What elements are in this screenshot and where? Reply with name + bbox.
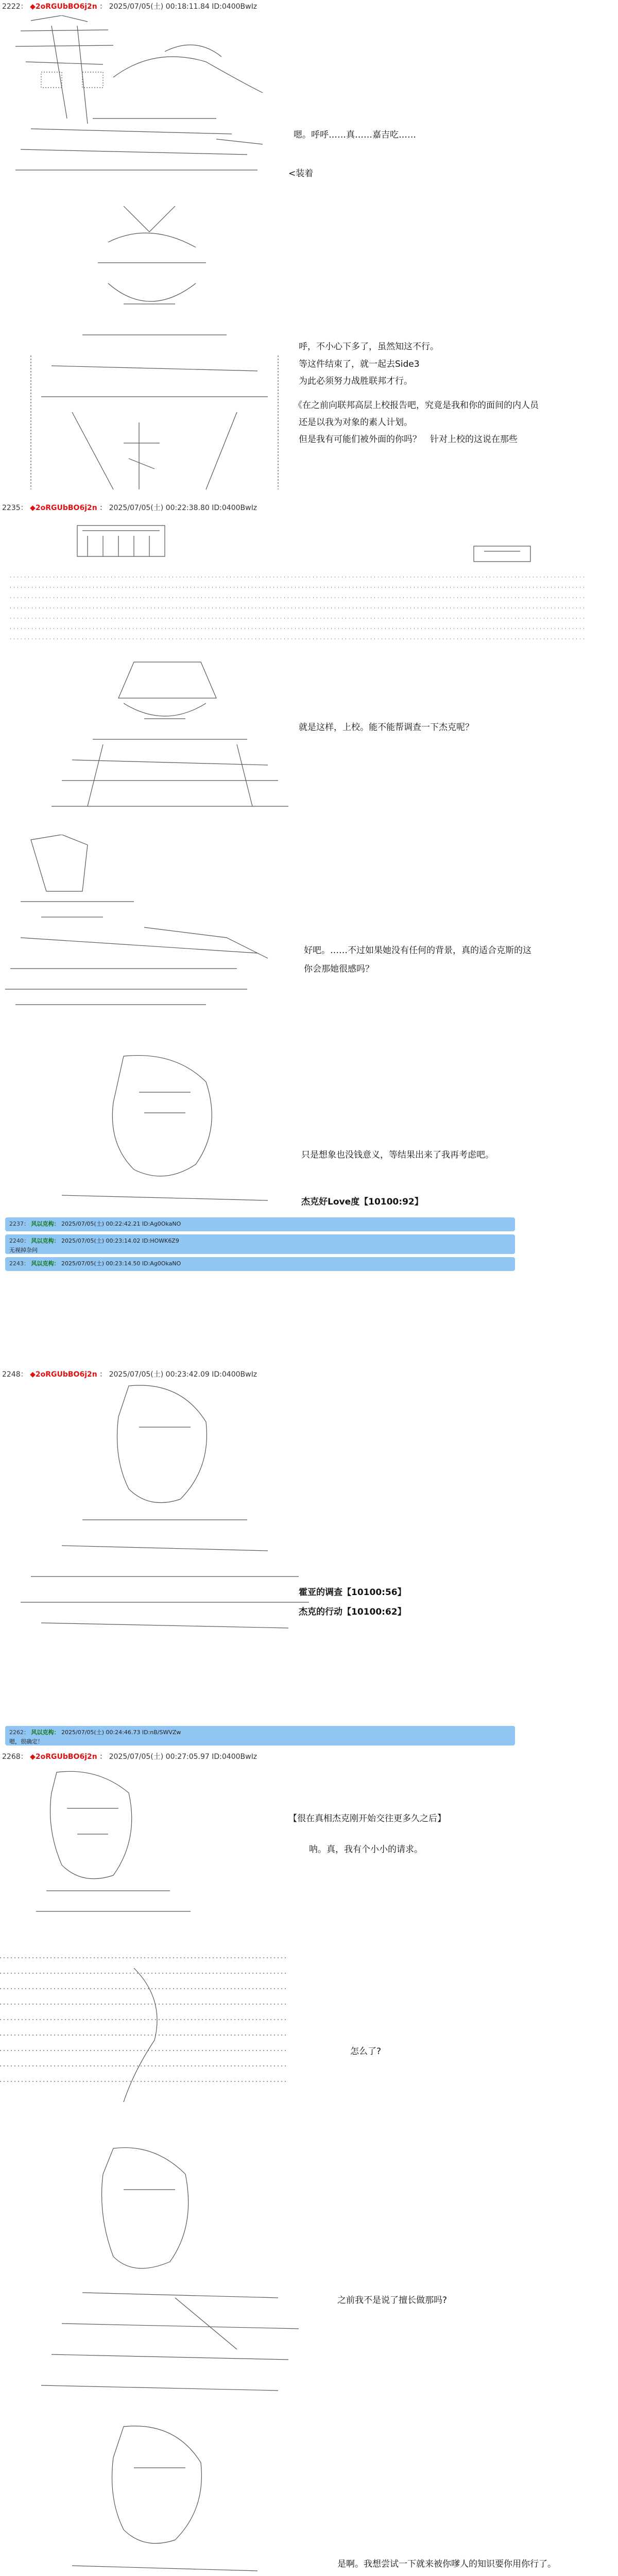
dialogue-line: 你会那她很感吗？ — [304, 964, 374, 974]
separator: ： — [99, 3, 107, 11]
reply-box[interactable] — [5, 1257, 515, 1271]
aa-panel-10 — [21, 2143, 309, 2411]
reply-name: 风以克构： — [31, 1221, 60, 1227]
reply-number[interactable]: 2240： — [9, 1238, 29, 1244]
reply-box[interactable] — [5, 1217, 515, 1231]
dialogue-line: <装着 — [288, 168, 314, 179]
post-date: 2025/07/05(土) 00:18:11.84 ID:0400BwIz — [109, 3, 258, 11]
dialogue-line: 为此必须努力战胜联邦才行。 — [299, 376, 413, 386]
post-header — [2, 1751, 257, 1761]
reply-name: 风以克构： — [31, 1729, 60, 1736]
post-date: 2025/07/05(土) 00:23:42.09 ID:0400BwIz — [109, 1370, 258, 1379]
dialogue-line: 呐。真，我有个小小的请求。 — [309, 1844, 423, 1855]
reply-date: 2025/07/05(土) 00:23:14.02 ID:HOWK6Z9 — [61, 1238, 179, 1244]
reply-box[interactable] — [5, 1234, 515, 1254]
separator: ： — [99, 1753, 107, 1761]
post-number[interactable]: 2235： — [2, 504, 28, 512]
post-header — [2, 1369, 257, 1379]
aa-panel-9 — [0, 1947, 288, 2112]
aa-panel-1 — [0, 15, 268, 191]
reply-number[interactable]: 2262： — [9, 1729, 29, 1736]
dialogue-line: 还是以我为对象的素人计划。 — [299, 417, 413, 428]
reply-number[interactable]: 2243： — [9, 1260, 29, 1267]
action-status: 杰克的行动【10100:62】 — [299, 1607, 406, 1617]
dialogue-line: 《在之前向联邦高层上校报告吧，究竟是我和你的面间的内人员 — [294, 400, 539, 411]
post-header — [2, 1, 257, 11]
separator: ： — [99, 504, 107, 512]
love-status: 杰克好Love度【10100:92】 — [301, 1197, 423, 1207]
reply-name: 风以克构： — [31, 1238, 60, 1244]
poster-name: ◆2oRGUbBO6j2n — [30, 1370, 97, 1379]
separator: ： — [99, 1370, 107, 1379]
reply-date: 2025/07/05(土) 00:24:46.73 ID:nB/SWVZw — [61, 1729, 181, 1736]
dialogue-line: 是啊。我想尝试一下就来被你嗲人的知识要你用你行了。 — [337, 2559, 556, 2569]
post-date: 2025/07/05(土) 00:22:38.80 ID:0400BwIz — [109, 504, 258, 512]
dialogue-line: 怎么了? — [350, 2046, 382, 2057]
aa-panel-4 — [31, 657, 309, 811]
dialogue-line: 就是这样，上校。能不能帮调查一下杰克呢？ — [299, 722, 474, 733]
aa-panel-11 — [10, 2421, 319, 2576]
aa-panel-7 — [10, 1381, 319, 1638]
reply-date: 2025/07/05(土) 00:23:14.50 ID:Ag0OkaNO — [61, 1260, 181, 1267]
poster-name: ◆2oRGUbBO6j2n — [30, 504, 97, 512]
dialogue-line: 但是我有可能们被外面的你吗？ 针对上校的这说在那些 — [299, 434, 518, 445]
aa-panel-3 — [10, 515, 587, 649]
post-number[interactable]: 2268： — [2, 1753, 28, 1761]
post-header — [2, 502, 257, 513]
post-date: 2025/07/05(土) 00:27:05.97 ID:0400BwIz — [109, 1753, 258, 1761]
reply-number[interactable]: 2237： — [9, 1221, 29, 1227]
dialogue-line: 等这件结束了，就一起去Side3 — [299, 359, 420, 369]
dialogue-line: 嗯。呼呼……真……嘉吉吃…… — [294, 130, 416, 140]
reply-text: 无视掉杂问 — [9, 1247, 38, 1253]
dialogue-line: 只是想象也没钱意义，等结果出来了我再考虑吧。 — [301, 1150, 494, 1160]
poster-name: ◆2oRGUbBO6j2n — [30, 3, 97, 11]
aa-panel-2 — [21, 201, 288, 495]
poster-name: ◆2oRGUbBO6j2n — [30, 1753, 97, 1761]
dialogue-line: 之前我不是说了擅长做那吗? — [337, 2295, 448, 2306]
dialogue-line: 呼，不小心下多了，虽然知这不行。 — [299, 342, 439, 352]
reply-box[interactable] — [5, 1726, 515, 1745]
reply-date: 2025/07/05(土) 00:22:42.21 ID:Ag0OkaNO — [61, 1221, 181, 1227]
post-number[interactable]: 2222： — [2, 3, 28, 11]
dialogue-line: 好吧。……不过如果她没有任何的背景，真的适合克斯的这 — [304, 945, 531, 956]
aa-panel-8 — [15, 1767, 273, 1922]
investigation-status: 霍亚的调查【10100:56】 — [299, 1587, 406, 1598]
aa-panel-5 — [0, 835, 278, 1010]
dialogue-line: 【很在真相杰克刚开始交往更多久之后】 — [288, 1814, 446, 1824]
post-number[interactable]: 2248： — [2, 1370, 28, 1379]
reply-text: 嗯，很确定！ — [9, 1738, 43, 1745]
reply-name: 风以克构： — [31, 1260, 60, 1267]
